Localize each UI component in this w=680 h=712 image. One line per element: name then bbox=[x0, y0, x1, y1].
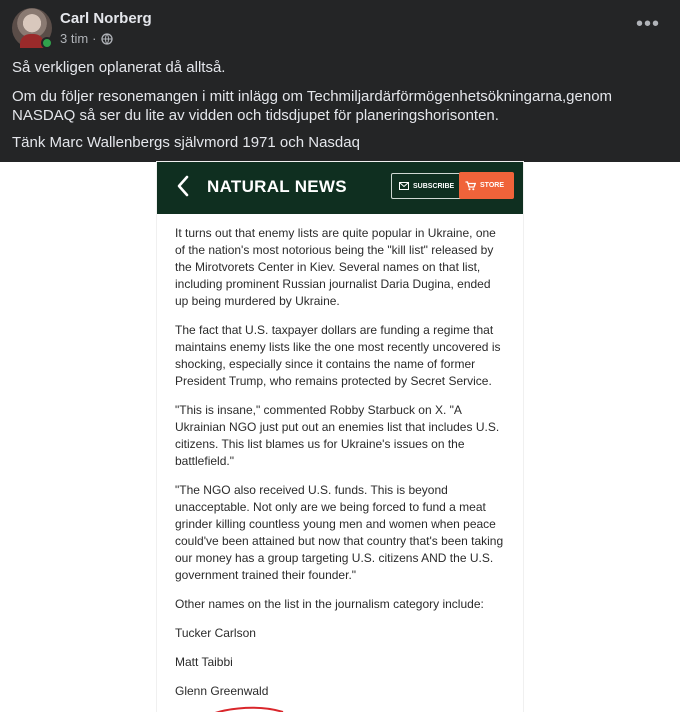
list-name: Matt Taibbi bbox=[175, 655, 233, 669]
article-body bbox=[157, 214, 523, 700]
more-options-icon[interactable]: ••• bbox=[635, 13, 660, 35]
article-paragraph: Other names on the list in the journalism category include: bbox=[175, 597, 484, 611]
store-button[interactable] bbox=[459, 172, 514, 199]
post-text-line-3: Tänk Marc Wallenbergs självmord 1971 och Nasdaq bbox=[12, 134, 360, 151]
post-text-line-1: Så verkligen oplanerat då alltså. bbox=[12, 59, 226, 76]
post-meta bbox=[60, 31, 113, 46]
article-paragraph: "The NGO also received U.S. funds. This is beyond unacceptable. Not only are we being forced to fund a meat grinder killing countless young men and women when peace could've been attained but now that country that's been taking our money has a group targeting U.S. citizens AND the U.S. government trained their founder." bbox=[175, 483, 504, 582]
article-paragraph: It turns out that enemy lists are quite popular in Ukraine, one of the nation's most notorious being the "kill list" released by the Mirotvorets Center in Kiev. Several names on that list, including prominent Russian journalist Daria Dugina, ended up being murdered by Ukraine. bbox=[175, 226, 496, 308]
subscribe-label: SUBSCRIBE bbox=[413, 182, 455, 190]
site-brand[interactable]: NATURAL NEWS bbox=[207, 177, 347, 196]
post-text-line-2: Om du följer resonemangen i mitt inlägg om Techmiljardärförmögenhetsökningarna,genom NASDAQ så ser du lite av vidden och tidsdjupet för planeringshorisonten. bbox=[12, 88, 613, 124]
store-label: STORE bbox=[480, 182, 504, 189]
post-image[interactable] bbox=[0, 162, 680, 712]
subscribe-button[interactable] bbox=[391, 173, 462, 199]
meta-separator: · bbox=[92, 31, 97, 46]
mail-icon bbox=[399, 182, 409, 190]
article-paragraph: The fact that U.S. taxpayer dollars are funding a regime that maintains enemy lists like the one most recently uncovered is shocking, especially since it contains the name of former President Trump, who remains protected by Secret Service. bbox=[175, 323, 501, 388]
cart-icon bbox=[465, 181, 476, 191]
list-name: Tucker Carlson bbox=[175, 626, 256, 640]
online-status-dot bbox=[41, 37, 53, 49]
globe-icon[interactable] bbox=[101, 33, 113, 45]
post-time[interactable]: 3 tim bbox=[60, 31, 89, 46]
red-circle-annotation bbox=[197, 702, 287, 712]
list-name: Glenn Greenwald bbox=[175, 684, 269, 698]
post-header bbox=[0, 0, 680, 162]
back-arrow-icon[interactable] bbox=[175, 175, 191, 197]
post-author[interactable]: Carl Norberg bbox=[60, 10, 152, 27]
article-screenshot bbox=[157, 162, 523, 712]
article-paragraph: "This is insane," commented Robby Starbuck on X. "A Ukrainian NGO just put out an enemies list that includes U.S. citizens. This list blames us for Ukraine's issues on the battlefield." bbox=[175, 403, 500, 468]
site-header bbox=[157, 162, 523, 214]
